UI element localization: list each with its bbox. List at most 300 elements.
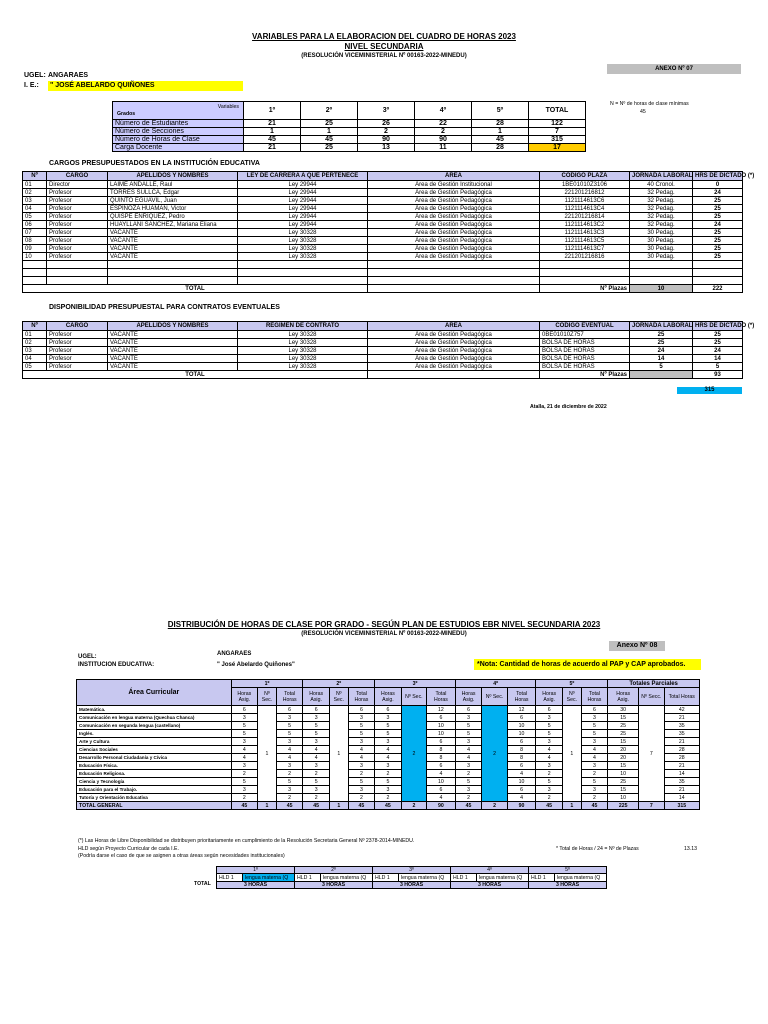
variables-grades-corner [113, 102, 244, 120]
table-row [23, 253, 743, 261]
col-header: JORNADA LABORAL [630, 172, 693, 181]
total-horas-cell: 12 [507, 706, 536, 714]
horas-cell: 4 [455, 754, 482, 762]
total-horas-cell: 4 [427, 770, 456, 778]
row-number: 03 [23, 347, 47, 355]
col-header: CARGO [47, 322, 108, 331]
table-row [23, 347, 743, 355]
col-header: LEY DE CARRERA A QUE PERTENECE [238, 172, 368, 181]
var-row-label: Carga Docente [113, 144, 244, 152]
area-name: Desarrollo Personal Ciudadanía y Cívica [77, 754, 232, 762]
total-cell: 90 [507, 802, 536, 810]
hld-label: HLD 1 [295, 874, 321, 882]
var-cell: 2 [358, 128, 415, 136]
table-row [23, 331, 743, 339]
jornada-cell: 32 Pedag. [630, 197, 693, 205]
total-horas-cell: 5 [581, 722, 608, 730]
cargo-cell: Profesor [47, 221, 108, 229]
horas-cell: 3 [536, 738, 563, 746]
jornada-cell: 25 [630, 331, 693, 339]
table-row [23, 181, 743, 189]
horas-cell: 5 [455, 730, 482, 738]
total-horas-cell: 6 [507, 738, 536, 746]
sections-total-cell: 7 [639, 706, 664, 802]
row-number: 05 [23, 213, 47, 221]
area-name: Ciencia y Tecnología [77, 778, 232, 786]
row-number: 01 [23, 181, 47, 189]
total-horas-header: Total Horas [507, 688, 536, 706]
nombre-cell: VACANTE [108, 347, 238, 355]
horas-cell: 4 [231, 746, 258, 754]
hld-lang: lengua materna (Q [477, 874, 529, 882]
total-horas-cell: 5 [276, 730, 303, 738]
plazas-label: Nº Plazas [540, 371, 630, 379]
total-horas-cell: 10 [427, 730, 456, 738]
variables-label: Variables [217, 104, 239, 110]
codigo-cell: 1121114613C3 [540, 229, 630, 237]
total-general-label: TOTAL GENERAL [77, 802, 232, 810]
nsec-header: Nº Sec. [562, 688, 581, 706]
cargo-cell: Profesor [47, 363, 108, 371]
horas-cell: 3 [455, 714, 482, 722]
total-horas-cell: 5 [581, 778, 608, 786]
area-row [77, 746, 700, 754]
row-number: 07 [23, 229, 47, 237]
var-cell: 28 [472, 120, 529, 128]
doc1-title: VARIABLES PARA LA ELABORACION DEL CUADRO DE HORAS 2023 [252, 32, 516, 41]
regimen-cell: Ley 30328 [238, 355, 368, 363]
jornada-cell: 32 Pedag. [630, 213, 693, 221]
nombre-cell: HUAYLLANI SANCHEZ, Mariana Eliana [108, 221, 238, 229]
table-row [23, 229, 743, 237]
jornada-cell: 25 [630, 339, 693, 347]
var-cell: 1 [301, 128, 358, 136]
partial-horas-cell: 20 [608, 746, 639, 754]
ugel-value: ANGARAES [48, 72, 89, 79]
cargo-cell: Profesor [47, 237, 108, 245]
total-cell: 45 [536, 802, 563, 810]
area-cell: Área de Gestión Pedagógica [368, 355, 540, 363]
grade-header: 4º [415, 102, 472, 120]
total-horas-cell: 6 [581, 706, 608, 714]
partial-horas-cell: 25 [608, 730, 639, 738]
nombre-cell: VACANTE [108, 253, 238, 261]
nsec-header: Nº Sec. [482, 688, 507, 706]
codigo-cell: 1121114613C7 [540, 245, 630, 253]
horas-cell: 4 [231, 754, 258, 762]
var-cell: 28 [472, 144, 529, 152]
total-cell: 45 [375, 802, 402, 810]
partial-total-cell: 14 [664, 794, 699, 802]
partial-total-cell: 28 [664, 754, 699, 762]
area-name: Educación para el Trabajo. [77, 786, 232, 794]
total-horas-header: Total Horas [276, 688, 303, 706]
total-cell: 45 [276, 802, 303, 810]
doc2-ie-value: " José Abelardo Quiñones" [217, 662, 295, 668]
area-row [77, 754, 700, 762]
partial-horas-cell: 15 [608, 738, 639, 746]
ie-value: " JOSÉ ABELARDO QUIÑONES [48, 81, 243, 91]
horas-cell: 4 [536, 754, 563, 762]
nsec-header: Nº Sec. [258, 688, 277, 706]
area-row [77, 738, 700, 746]
total-horas-cell: 6 [427, 786, 456, 794]
horas-cell: 3 [455, 738, 482, 746]
horas-header: Horas Asig. [536, 688, 563, 706]
horas-header: Horas Asig. [375, 688, 402, 706]
row-number: 02 [23, 189, 47, 197]
total-horas-cell: 10 [427, 778, 456, 786]
hld-lang: lengua materna (Q [321, 874, 373, 882]
total-horas-cell: 6 [276, 706, 303, 714]
codigo-cell: BOLSA DE HORAS [540, 363, 630, 371]
col-header: Nº [23, 172, 47, 181]
total-cell: 45 [581, 802, 608, 810]
total-horas-header: Total Horas [348, 688, 375, 706]
jornada-cell: 30 Pedag. [630, 245, 693, 253]
total-horas-cell: 2 [581, 770, 608, 778]
total-horas-cell: 5 [348, 778, 375, 786]
horas-cell: 5 [375, 778, 402, 786]
horas-cell: 5 [303, 730, 330, 738]
total-horas-cell: 3 [348, 738, 375, 746]
var-cell: 1 [244, 128, 301, 136]
table-row [23, 277, 743, 285]
area-row [77, 770, 700, 778]
horas-cell: 2 [455, 794, 482, 802]
partial-total-cell: 21 [664, 762, 699, 770]
var-total: 122 [529, 120, 586, 128]
total-horas-cell: 3 [276, 714, 303, 722]
hld-lang: lengua materna (Q [555, 874, 607, 882]
horas-cell: 2 [536, 770, 563, 778]
nombre-cell: VACANTE [108, 245, 238, 253]
area-cell: Área de Gestión Pedagógica [368, 363, 540, 371]
var-cell: 22 [415, 120, 472, 128]
cargo-cell: Profesor [47, 355, 108, 363]
partial-total-cell: 21 [664, 786, 699, 794]
total-cell: 1 [562, 802, 581, 810]
plazas-formula: * Total de Horas / 24 = Nº de Plazas [556, 846, 639, 852]
total-cell: 90 [427, 802, 456, 810]
cargos-table [22, 171, 755, 293]
horas-cell: 4 [455, 746, 482, 754]
cargo-cell: Profesor [47, 213, 108, 221]
area-name: Educación Física. [77, 762, 232, 770]
table-row [23, 213, 743, 221]
total-horas-cell: 2 [276, 770, 303, 778]
nombre-cell: VACANTE [108, 363, 238, 371]
total-horas-cell: 3 [581, 762, 608, 770]
horas-cell: 4 [303, 754, 330, 762]
hld-lang: lengua materna (Q [243, 874, 295, 882]
cargos-title: CARGOS PRESUPUESTADOS EN LA INSTITUCIÓN EDUCATIVA [49, 160, 260, 167]
hrs-cell: 25 [693, 229, 743, 237]
hrs-cell: 24 [693, 347, 743, 355]
area-cell: Área de Gestión Pedagógica [368, 213, 540, 221]
table-row [23, 197, 743, 205]
sections-cell: 2 [482, 706, 507, 802]
var-cell: 26 [358, 120, 415, 128]
hld-grade-header: 1º [217, 867, 295, 874]
date-line: Atalla, 21 de diciembre de 2022 [530, 404, 607, 410]
sections-cell: 1 [258, 706, 277, 802]
cargo-cell: Profesor [47, 245, 108, 253]
area-cell: Área de Gestión Pedagógica [368, 197, 540, 205]
horas-cell: 5 [231, 778, 258, 786]
row-number: 08 [23, 237, 47, 245]
ie-label: I. E.: [24, 82, 39, 89]
area-row [77, 786, 700, 794]
var-cell: 25 [301, 120, 358, 128]
total-cell: 315 [664, 802, 699, 810]
jornada-cell: 14 [630, 355, 693, 363]
horas-cell: 6 [231, 706, 258, 714]
hrs-cell: 24 [693, 221, 743, 229]
total-horas-cell: 6 [507, 786, 536, 794]
horas-cell: 2 [231, 794, 258, 802]
hrs-cell: 14 [693, 355, 743, 363]
total-cell: 45 [348, 802, 375, 810]
partial-horas-cell: 15 [608, 786, 639, 794]
ley-cell: Ley 29944 [238, 181, 368, 189]
total-general-row [77, 802, 700, 810]
horas-cell: 4 [303, 746, 330, 754]
row-number: 04 [23, 205, 47, 213]
horas-cell: 3 [231, 762, 258, 770]
total-horas-cell: 8 [507, 746, 536, 754]
cargo-cell: Profesor [47, 189, 108, 197]
horas-cell: 3 [303, 786, 330, 794]
horas-cell: 3 [375, 714, 402, 722]
jornada-cell: 24 [630, 347, 693, 355]
horas-cell: 3 [536, 786, 563, 794]
grade-header: 3º [375, 680, 456, 688]
table-row [23, 339, 743, 347]
table-row [23, 269, 743, 277]
total-horas-header: Total Horas [664, 688, 699, 706]
var-cell: 45 [244, 136, 301, 144]
area-row [77, 794, 700, 802]
hrs-cell: 0 [693, 181, 743, 189]
total-row [23, 285, 743, 293]
area-name: Inglés. [77, 730, 232, 738]
hrs-cell: 25 [693, 205, 743, 213]
horas-cell: 6 [455, 706, 482, 714]
horas-cell: 2 [375, 770, 402, 778]
disponibilidad-table [22, 321, 755, 379]
total-cell: 1 [329, 802, 348, 810]
hld-grade-header: 4º [451, 867, 529, 874]
jornada-cell: 30 Pedag. [630, 237, 693, 245]
var-cell: 45 [472, 136, 529, 144]
horas-cell: 3 [231, 714, 258, 722]
total-cell: 45 [231, 802, 258, 810]
horas-cell: 6 [375, 706, 402, 714]
partial-total-cell: 42 [664, 706, 699, 714]
nombre-cell: VACANTE [108, 331, 238, 339]
total-horas-cell: 2 [276, 794, 303, 802]
hrs-cell: 25 [693, 213, 743, 221]
hrs-cell: 25 [693, 339, 743, 347]
row-number: 06 [23, 221, 47, 229]
hld-label: HLD 1 [373, 874, 399, 882]
horas-header: Horas Asig. [455, 688, 482, 706]
var-cell: 13 [358, 144, 415, 152]
var-cell: 21 [244, 144, 301, 152]
area-name: Ciencias Sociales [77, 746, 232, 754]
jornada-cell: 32 Pedag. [630, 189, 693, 197]
partial-total-cell: 21 [664, 738, 699, 746]
codigo-cell: 1121114613C4 [540, 205, 630, 213]
total-horas-cell: 8 [427, 746, 456, 754]
codigo-cell: 221201216816 [540, 253, 630, 261]
horas-cell: 3 [455, 762, 482, 770]
total-horas-cell: 8 [427, 754, 456, 762]
horas-cell: 5 [231, 722, 258, 730]
hld-grade-header: 2º [295, 867, 373, 874]
partial-horas-cell: 15 [608, 762, 639, 770]
var-total: 7 [529, 128, 586, 136]
hrs-cell: 25 [693, 245, 743, 253]
ley-cell: Ley 30328 [238, 245, 368, 253]
cargo-cell: Profesor [47, 339, 108, 347]
partial-horas-cell: 10 [608, 794, 639, 802]
nombre-cell: TORRES SULLCA, Edgar [108, 189, 238, 197]
area-cell: Área de Gestión Pedagógica [368, 237, 540, 245]
hld-table [216, 866, 607, 889]
area-row [77, 730, 700, 738]
total-cell: 225 [608, 802, 639, 810]
hld-label: HLD 1 [529, 874, 555, 882]
partial-total-cell: 28 [664, 746, 699, 754]
area-cell: Área de Gestión Institucional [368, 181, 540, 189]
horas-cell: 5 [455, 722, 482, 730]
nsecc-header: Nº Secc. [639, 688, 664, 706]
cargo-cell: Profesor [47, 229, 108, 237]
table-row [23, 189, 743, 197]
hrs-cell: 25 [693, 253, 743, 261]
grade-header: 5º [536, 680, 608, 688]
regimen-cell: Ley 30328 [238, 339, 368, 347]
plazas-formula-value: 13.13 [684, 846, 697, 852]
var-cell: 11 [415, 144, 472, 152]
cargo-cell: Profesor [47, 253, 108, 261]
table-row [23, 261, 743, 269]
hld-label: HLD 1 [451, 874, 477, 882]
total-horas-cell: 3 [276, 762, 303, 770]
horas-cell: 2 [303, 770, 330, 778]
horas-cell: 3 [303, 738, 330, 746]
total-horas-cell: 4 [581, 754, 608, 762]
total-horas-cell: 5 [276, 778, 303, 786]
horas-header: Horas Asig. [303, 688, 330, 706]
horas-cell: 5 [303, 722, 330, 730]
ley-cell: Ley 29944 [238, 221, 368, 229]
horas-cell: 5 [375, 722, 402, 730]
horas-cell: 2 [375, 794, 402, 802]
grade-header: 2º [303, 680, 375, 688]
total-horas-cell: 6 [427, 738, 456, 746]
total-horas-header: Total Horas [581, 688, 608, 706]
horas-cell: 3 [536, 762, 563, 770]
horas-cell: 3 [303, 714, 330, 722]
nombre-cell: QUISPE ENRIQUEZ, Pedro [108, 213, 238, 221]
total-horas-cell: 4 [276, 754, 303, 762]
total-horas-cell: 3 [276, 738, 303, 746]
hld-total: 3 HORAS [451, 882, 529, 889]
total-horas-cell: 4 [427, 794, 456, 802]
horas-cell: 5 [536, 722, 563, 730]
hrs-total: 222 [693, 285, 743, 293]
total-row [23, 371, 743, 379]
total-horas-cell: 4 [507, 794, 536, 802]
partial-total-cell: 14 [664, 770, 699, 778]
hrs-cell: 25 [693, 197, 743, 205]
jornada-cell: 5 [630, 363, 693, 371]
ley-cell: Ley 30328 [238, 229, 368, 237]
nombre-cell: VACANTE [108, 339, 238, 347]
total-horas-cell: 6 [507, 714, 536, 722]
codigo-cell: 221201216814 [540, 213, 630, 221]
total-horas-cell: 4 [348, 746, 375, 754]
total-horas-cell: 5 [348, 722, 375, 730]
total-horas-cell: 3 [581, 786, 608, 794]
total-horas-cell: 4 [507, 770, 536, 778]
area-curricular-header: Área Curricular [77, 680, 232, 706]
ley-cell: Ley 29944 [238, 213, 368, 221]
hrs-total: 93 [693, 371, 743, 379]
area-cell: Área de Gestión Pedagógica [368, 189, 540, 197]
total-cell: 2 [401, 802, 426, 810]
ley-cell: Ley 29944 [238, 205, 368, 213]
horas-cell: 3 [375, 762, 402, 770]
nsec-header: Nº Sec. [401, 688, 426, 706]
doc1-resolution: (RESOLUCIÓN VICEMINISTERIAL Nº 00163-2022-MINEDU) [301, 53, 467, 59]
horas-cell: 3 [303, 762, 330, 770]
horas-cell: 6 [536, 706, 563, 714]
area-row [77, 778, 700, 786]
total-horas-cell: 5 [276, 722, 303, 730]
grade-header: 1º [244, 102, 301, 120]
area-name: Comunicación en lengua materna (Quechua Chanca) [77, 714, 232, 722]
nombre-cell: QUINTO EGUAVIL, Juan [108, 197, 238, 205]
table-row [23, 363, 743, 371]
horas-cell: 2 [455, 770, 482, 778]
minimum-hours-note: N = Nº de horas de clase mínimas [610, 101, 689, 107]
total-horas-cell: 5 [348, 730, 375, 738]
codigo-cell: 0BE01010Z757 [540, 331, 630, 339]
table-row [23, 205, 743, 213]
horas-cell: 5 [231, 730, 258, 738]
total-horas-cell: 3 [581, 714, 608, 722]
total-horas-cell: 3 [348, 714, 375, 722]
col-header: ÁREA [368, 172, 540, 181]
cargo-cell: Profesor [47, 347, 108, 355]
table-row [23, 245, 743, 253]
hld-label: HLD 1 [217, 874, 243, 882]
doc2-ie-label: INSTITUCION EDUCATIVA: [78, 662, 155, 668]
col-header: CÓDIGO EVENTUAL [540, 322, 630, 331]
nombre-cell: LAIME ANDALLE, Raul [108, 181, 238, 189]
doc1-subtitle: NIVEL SECUNDARIA [344, 42, 424, 51]
area-row [77, 722, 700, 730]
partial-horas-cell: 15 [608, 714, 639, 722]
area-cell: Área de Gestión Pedagógica [368, 245, 540, 253]
disponibilidad-title: DISPONIBILIDAD PRESUPUESTAL PARA CONTRATOS EVENTUALES [49, 304, 280, 311]
area-name: Educación Religiosa. [77, 770, 232, 778]
hld-grade-header: 3º [373, 867, 451, 874]
